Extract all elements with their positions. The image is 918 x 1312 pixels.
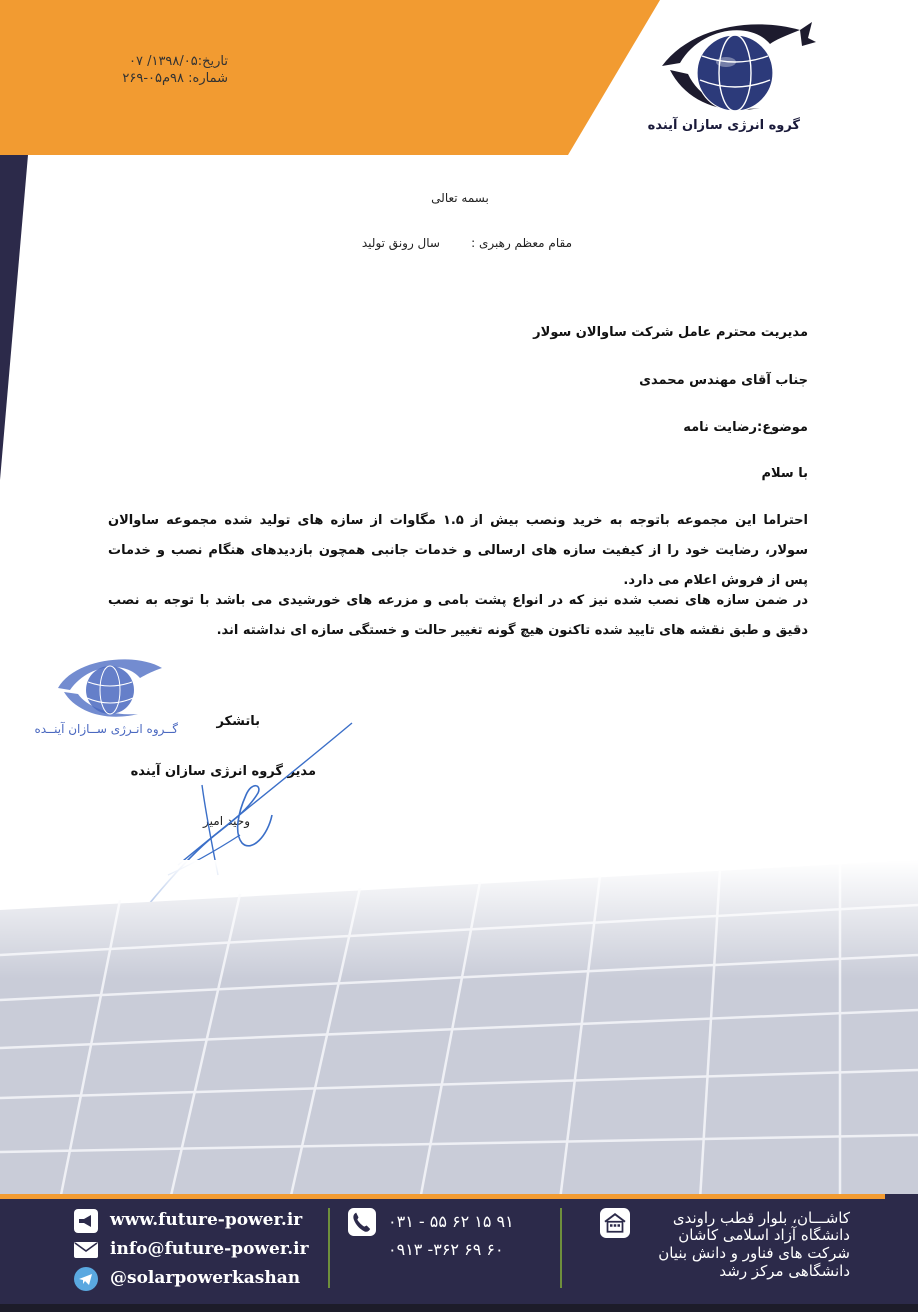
letter-date — [108, 54, 228, 69]
left-navy-band — [0, 0, 35, 480]
phone-icon — [348, 1208, 376, 1236]
telegram-icon — [74, 1267, 98, 1291]
letter-subject: موضوع:رضایت نامه — [683, 420, 808, 435]
solar-panels-illustration — [0, 860, 918, 1200]
greeting: با سلام — [761, 466, 808, 481]
footer-divider — [328, 1208, 330, 1288]
address-line-3: شرکت های فناور و دانش بنیان — [658, 1244, 850, 1262]
phone-number-1[interactable]: ۰۳۱ - ۵۵ ۶۲ ۱۵ ۹۱ — [388, 1212, 514, 1231]
recipient-title: مدیریت محترم عامل شرکت ساوالان سولار — [533, 325, 808, 340]
date-value: ۱۳۹۸/۰۵/ ۰۷ — [128, 54, 198, 69]
email-icon — [74, 1238, 98, 1262]
leader-slogan-label: مقام معظم رهبری : — [471, 236, 572, 250]
letter-number — [108, 71, 228, 86]
company-logo-text: گروه انرژی سازان آینده — [647, 118, 800, 133]
stamp-text: گــروه انـرژی ســازان آینــده — [34, 722, 178, 736]
address-line-1: کاشـــان، بلوار قطب راوندی — [672, 1209, 850, 1227]
leader-slogan-value: سال رونق تولید — [361, 236, 440, 250]
email-link[interactable]: info@future-power.ir — [110, 1239, 309, 1259]
body-paragraph-2: در ضمن سازه های نصب شده نیز که در انواع پشت بامی و مزرعه های خورشیدی می باشد با توجه به نصب دقیق و طبق نقشه های تایید شده تاکنون هیچ گونه تغییر حالت و خستگی سازه ای نداشته اند. — [108, 593, 808, 638]
number-label: شماره: — [188, 71, 228, 86]
date-label: تاریخ: — [197, 54, 228, 69]
address-line-2: دانشگاه آزاد اسلامی کاشان — [678, 1226, 850, 1244]
closing: باتشکر — [216, 714, 260, 729]
number-value: ۹۸م۰۵-۲۶۹ — [122, 71, 185, 86]
address-line-4: دانشگاهی مرکز رشد — [719, 1262, 850, 1280]
signer-title: مدیر گروه انرژی سازان آینده — [130, 764, 316, 779]
body-paragraph-1: احتراما این مجموعه باتوجه به خرید ونصب بیش از ۱.۵ مگاوات از سازه های تولید شده مجموعه ساوالان سولار، رضایت خود را از کیفیت سازه های ارسالی و خدمات جانبی همچون بازدیدهای هنگام نصب و خدمات پس از فروش اعلام می دارد. — [108, 513, 809, 588]
phone-number-2[interactable]: ۰۹۱۳ -۳۶۲ ۶۹ ۶۰ — [388, 1240, 504, 1259]
invocation: بسمه تعالی — [431, 191, 489, 205]
website-link[interactable]: www.future-power.ir — [110, 1210, 303, 1230]
telegram-handle[interactable]: @solarpowerkashan — [110, 1268, 301, 1288]
footer-bar — [0, 1194, 918, 1312]
recipient-name: جناب آقای مهندس محمدی — [639, 373, 808, 388]
footer-bottom-strip — [0, 1304, 918, 1312]
footer-divider — [560, 1208, 562, 1288]
footer-accent-line — [0, 1194, 885, 1199]
signer-name: وحید امیر — [203, 814, 250, 828]
megaphone-icon — [74, 1209, 98, 1233]
